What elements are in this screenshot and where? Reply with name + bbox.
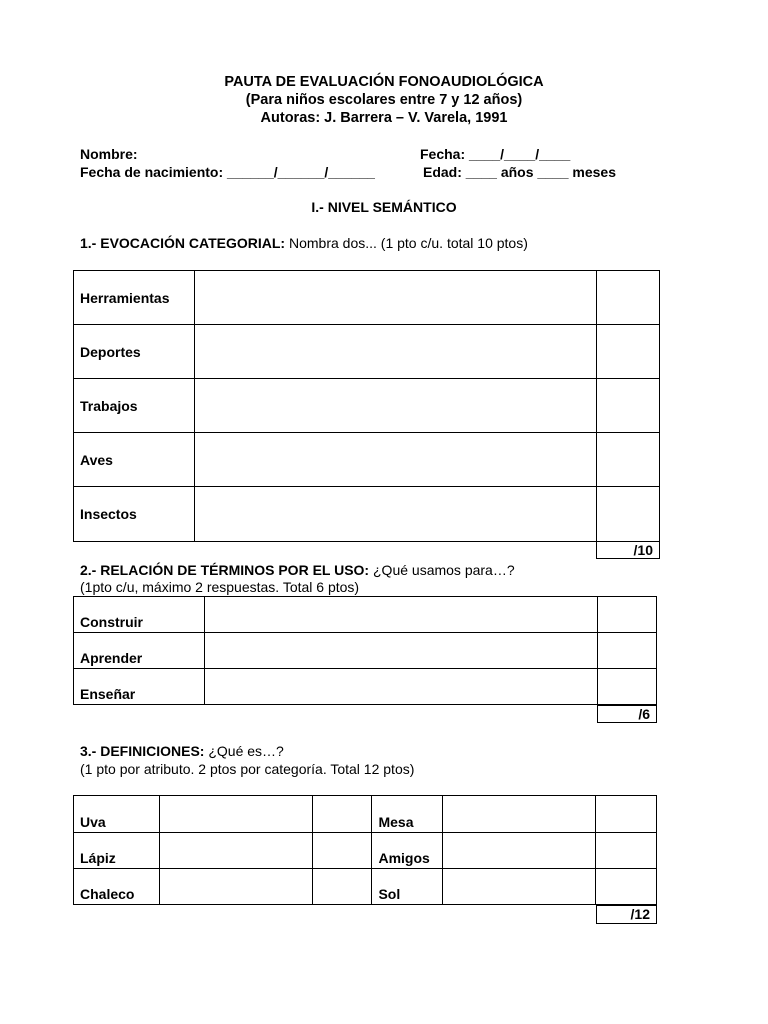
s2-points: (1pto c/u, máximo 2 respuestas. Total 6 ptos)	[80, 579, 360, 595]
table-row	[74, 379, 660, 433]
s2-row-label: Aprender	[74, 633, 205, 669]
s3-score-cell[interactable]	[312, 796, 372, 833]
s3-points: (1 pto por atributo. 2 ptos por categoría. Total 12 ptos)	[80, 761, 415, 777]
table-row	[74, 869, 657, 905]
s1-answer-cell[interactable]	[194, 433, 596, 487]
s1-answer-cell[interactable]	[194, 379, 596, 433]
s3-answer-cell[interactable]	[443, 833, 596, 869]
form-title: PAUTA DE EVALUACIÓN FONOAUDIOLÓGICA	[224, 74, 544, 90]
table-row	[74, 833, 657, 869]
s2-row-label: Enseñar	[74, 669, 205, 705]
s1-score-cell[interactable]	[597, 379, 660, 433]
table-row	[74, 325, 660, 379]
s2-row-label: Construir	[74, 597, 205, 633]
table-row	[74, 271, 660, 325]
s3-score-cell[interactable]	[596, 833, 657, 869]
s3-left-label: Chaleco	[74, 869, 160, 905]
s2-answer-cell[interactable]	[204, 597, 597, 633]
s2-answer-cell[interactable]	[204, 633, 597, 669]
s1-answer-cell[interactable]	[194, 487, 596, 542]
table-row	[74, 633, 657, 669]
s3-right-label: Amigos	[372, 833, 443, 869]
s1-row-label: Insectos	[74, 487, 195, 542]
s3-total-score: /12	[596, 905, 657, 924]
s3-answer-cell[interactable]	[159, 796, 312, 833]
s1-score-cell[interactable]	[597, 487, 660, 542]
s3-answer-cell[interactable]	[159, 833, 312, 869]
s1-total-score: /10	[596, 541, 660, 559]
s2-total-score: /6	[597, 705, 657, 723]
s3-right-label: Sol	[372, 869, 443, 905]
table-row	[74, 796, 657, 833]
s1-title: 1.- EVOCACIÓN CATEGORIAL:	[80, 235, 286, 251]
s3-score-cell[interactable]	[312, 869, 372, 905]
s1-score-cell[interactable]	[597, 433, 660, 487]
s1-points: (1 pto c/u. total 10 ptos)	[380, 235, 528, 251]
s3-answer-cell[interactable]	[443, 796, 596, 833]
s2-instruction: ¿Qué usamos para…?	[373, 562, 515, 578]
s1-answer-cell[interactable]	[194, 271, 596, 325]
form-subtitle: (Para niños escolares entre 7 y 12 años)	[245, 92, 523, 108]
birthdate-field: Fecha de nacimiento: ______/______/______	[80, 164, 375, 180]
s1-row-label: Aves	[74, 433, 195, 487]
table-row	[74, 433, 660, 487]
section-title: I.- NIVEL SEMÁNTICO	[311, 199, 457, 215]
s1-score-cell[interactable]	[597, 271, 660, 325]
s2-score-cell[interactable]	[598, 633, 657, 669]
s3-title: 3.- DEFINICIONES:	[80, 743, 205, 759]
s1-row-label: Deportes	[74, 325, 195, 379]
nombre-field: Nombre:	[80, 146, 138, 162]
s1-instruction: Nombra dos...	[288, 235, 377, 251]
s3-instruction: ¿Qué es…?	[208, 743, 284, 759]
s1-heading	[80, 234, 528, 252]
table-row	[74, 669, 657, 705]
s2-title: 2.- RELACIÓN DE TÉRMINOS POR EL USO:	[80, 562, 370, 578]
s2-score-cell[interactable]	[598, 597, 657, 633]
fecha-field: Fecha: ____/____/____	[420, 146, 571, 162]
s1-score-cell[interactable]	[597, 325, 660, 379]
s2-heading	[80, 561, 515, 579]
s1-answer-cell[interactable]	[194, 325, 596, 379]
s2-table	[73, 596, 657, 705]
s1-row-label: Trabajos	[74, 379, 195, 433]
s2-answer-cell[interactable]	[204, 669, 597, 705]
s1-table	[73, 270, 660, 542]
s3-score-cell[interactable]	[596, 796, 657, 833]
s3-answer-cell[interactable]	[159, 869, 312, 905]
s3-left-label: Uva	[74, 796, 160, 833]
s3-left-label: Lápiz	[74, 833, 160, 869]
s2-score-cell[interactable]	[598, 669, 657, 705]
s3-table	[73, 795, 657, 905]
table-row	[74, 487, 660, 542]
s3-score-cell[interactable]	[312, 833, 372, 869]
s3-right-label: Mesa	[372, 796, 443, 833]
table-row	[74, 597, 657, 633]
s3-score-cell[interactable]	[596, 869, 657, 905]
s3-heading	[80, 742, 284, 760]
age-field: Edad: ____ años ____ meses	[423, 164, 617, 180]
s1-row-label: Herramientas	[74, 271, 195, 325]
form-authors: Autoras: J. Barrera – V. Varela, 1991	[260, 110, 508, 126]
s3-answer-cell[interactable]	[443, 869, 596, 905]
